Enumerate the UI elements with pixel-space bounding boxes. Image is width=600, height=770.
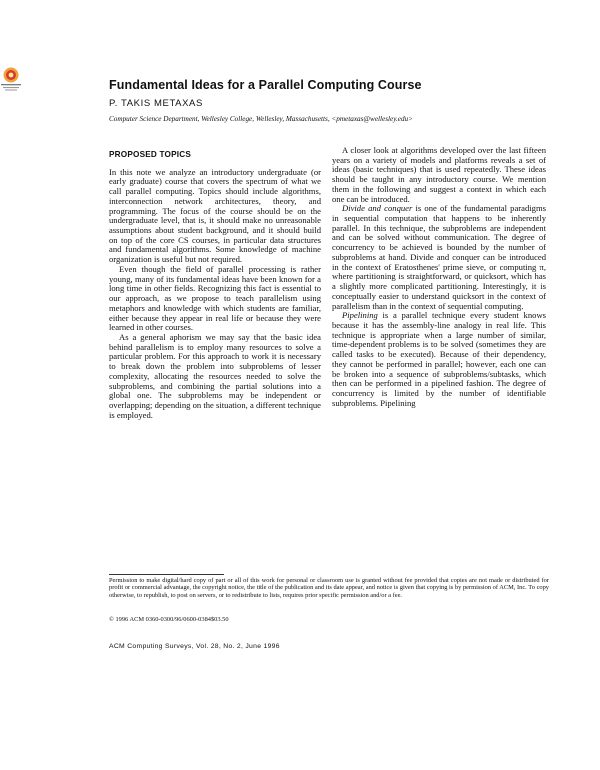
term-pipelining: Pipelining (342, 310, 378, 321)
permission-footnote: Permission to make digital/hard copy of part or all of this work for personal or classroom use is granted without fee provided that copies are not made or distributed for profit or commercial advantage, the copyright notice, the title of the publication and its date appear, and notice is given that copying is by permission of ACM, Inc. To copy otherwise, to republish, to post on servers, or to redistribute to lists, requires prior specific permission and/or a fee. (109, 577, 549, 599)
journal-footer: ACM Computing Surveys, Vol. 28, No. 2, June 1996 (109, 643, 280, 650)
term-divide-and-conquer: Divide and conquer (342, 203, 413, 214)
paper-title: Fundamental Ideas for a Parallel Computing Course (109, 78, 422, 92)
right-column (332, 146, 546, 408)
paragraph: As a general aphorism we may say that the basic idea behind parallelism is to employ many resources to solve a particular problem. For this approach to work it is necessary to break down the problem into subproblems of lesser complexity, allocating the resources needed to solve the subproblems, and combining the partial solutions into a global one. The subproblems may be independent or overlapping; depending on the situation, a different technique is employed. (109, 331, 321, 420)
paragraph: In this note we analyze an introductory undergraduate (or early graduate) course that covers the spectrum of what we call parallel computing. Topics should include algorithms, interconnection network architectures, theory, and programming. The focus of the course should be on the undergraduate level, that is, it should make no unreasonable assumptions about student background, and it should build on top of the core CS courses, in particular data structures and fundamental algorithms. Some knowledge of machine organization is useful but not required. (109, 166, 321, 265)
paragraph-text: is a parallel technique every student knows because it has the assembly-line analogy in real life. This technique is appropriate when a large number of similar, time-dependent problems is to be solved (sometimes they are called tasks to be executed). Because of their dependency, they cannot be performed in parallel; however, each one can be broken into a sequence of subproblems/subtasks, which then can be performed in a pipelined fashion. The degree of concurrency is limited by the number of identifiable subproblems. Pipelining (332, 310, 546, 408)
paragraph (332, 204, 546, 311)
footnote-divider (109, 574, 224, 575)
acm-logo-icon (0, 66, 22, 92)
acm-logo (0, 66, 22, 92)
author-affiliation: Computer Science Department, Wellesley College, Wellesley, Massachusetts, <pmetaxas@wellesley.edu> (109, 115, 414, 123)
author-name: P. TAKIS METAXAS (109, 98, 203, 109)
paragraph: A closer look at algorithms developed over the last fifteen years on a variety of models and platforms reveals a set of ideas (basic techniques) that is used repeatedly. These ideas should be taught in any introductory course. We mention them in the following and suggest a context in which each one can be introduced. (332, 145, 546, 204)
paragraph-text: is one of the fundamental paradigms in sequential computation that happens to be inherently parallel. In this technique, the subproblems are independent and can be solved without communication. The degree of concurrency to be achieved is bounded by the number of subproblems at hand. Divide and conquer can be introduced in the context of Eratosthenes' prime sieve, or computing π, where partitioning is straightforward, or quicksort, which has a slightly more complicated partitioning. Interestingly, it is conceptually easier to understand quicksort in the context of parallelism than in the context of sequential computing. (332, 203, 546, 311)
paragraph: Even though the field of parallel processing is rather young, many of its fundamental ideas have been known for a long time in other fields. Recognizing this fact is essential to our approach, as we propose to teach parallelism using metaphors and knowledge with which students are familiar, either because they appear in real life or because they were learned in other courses. (109, 263, 321, 333)
left-column (109, 150, 321, 420)
section-heading: PROPOSED TOPICS (109, 150, 192, 159)
paragraph (332, 311, 546, 408)
copyright-line: © 1996 ACM 0360-0300/96/0600-0384$03.50 (109, 616, 229, 623)
